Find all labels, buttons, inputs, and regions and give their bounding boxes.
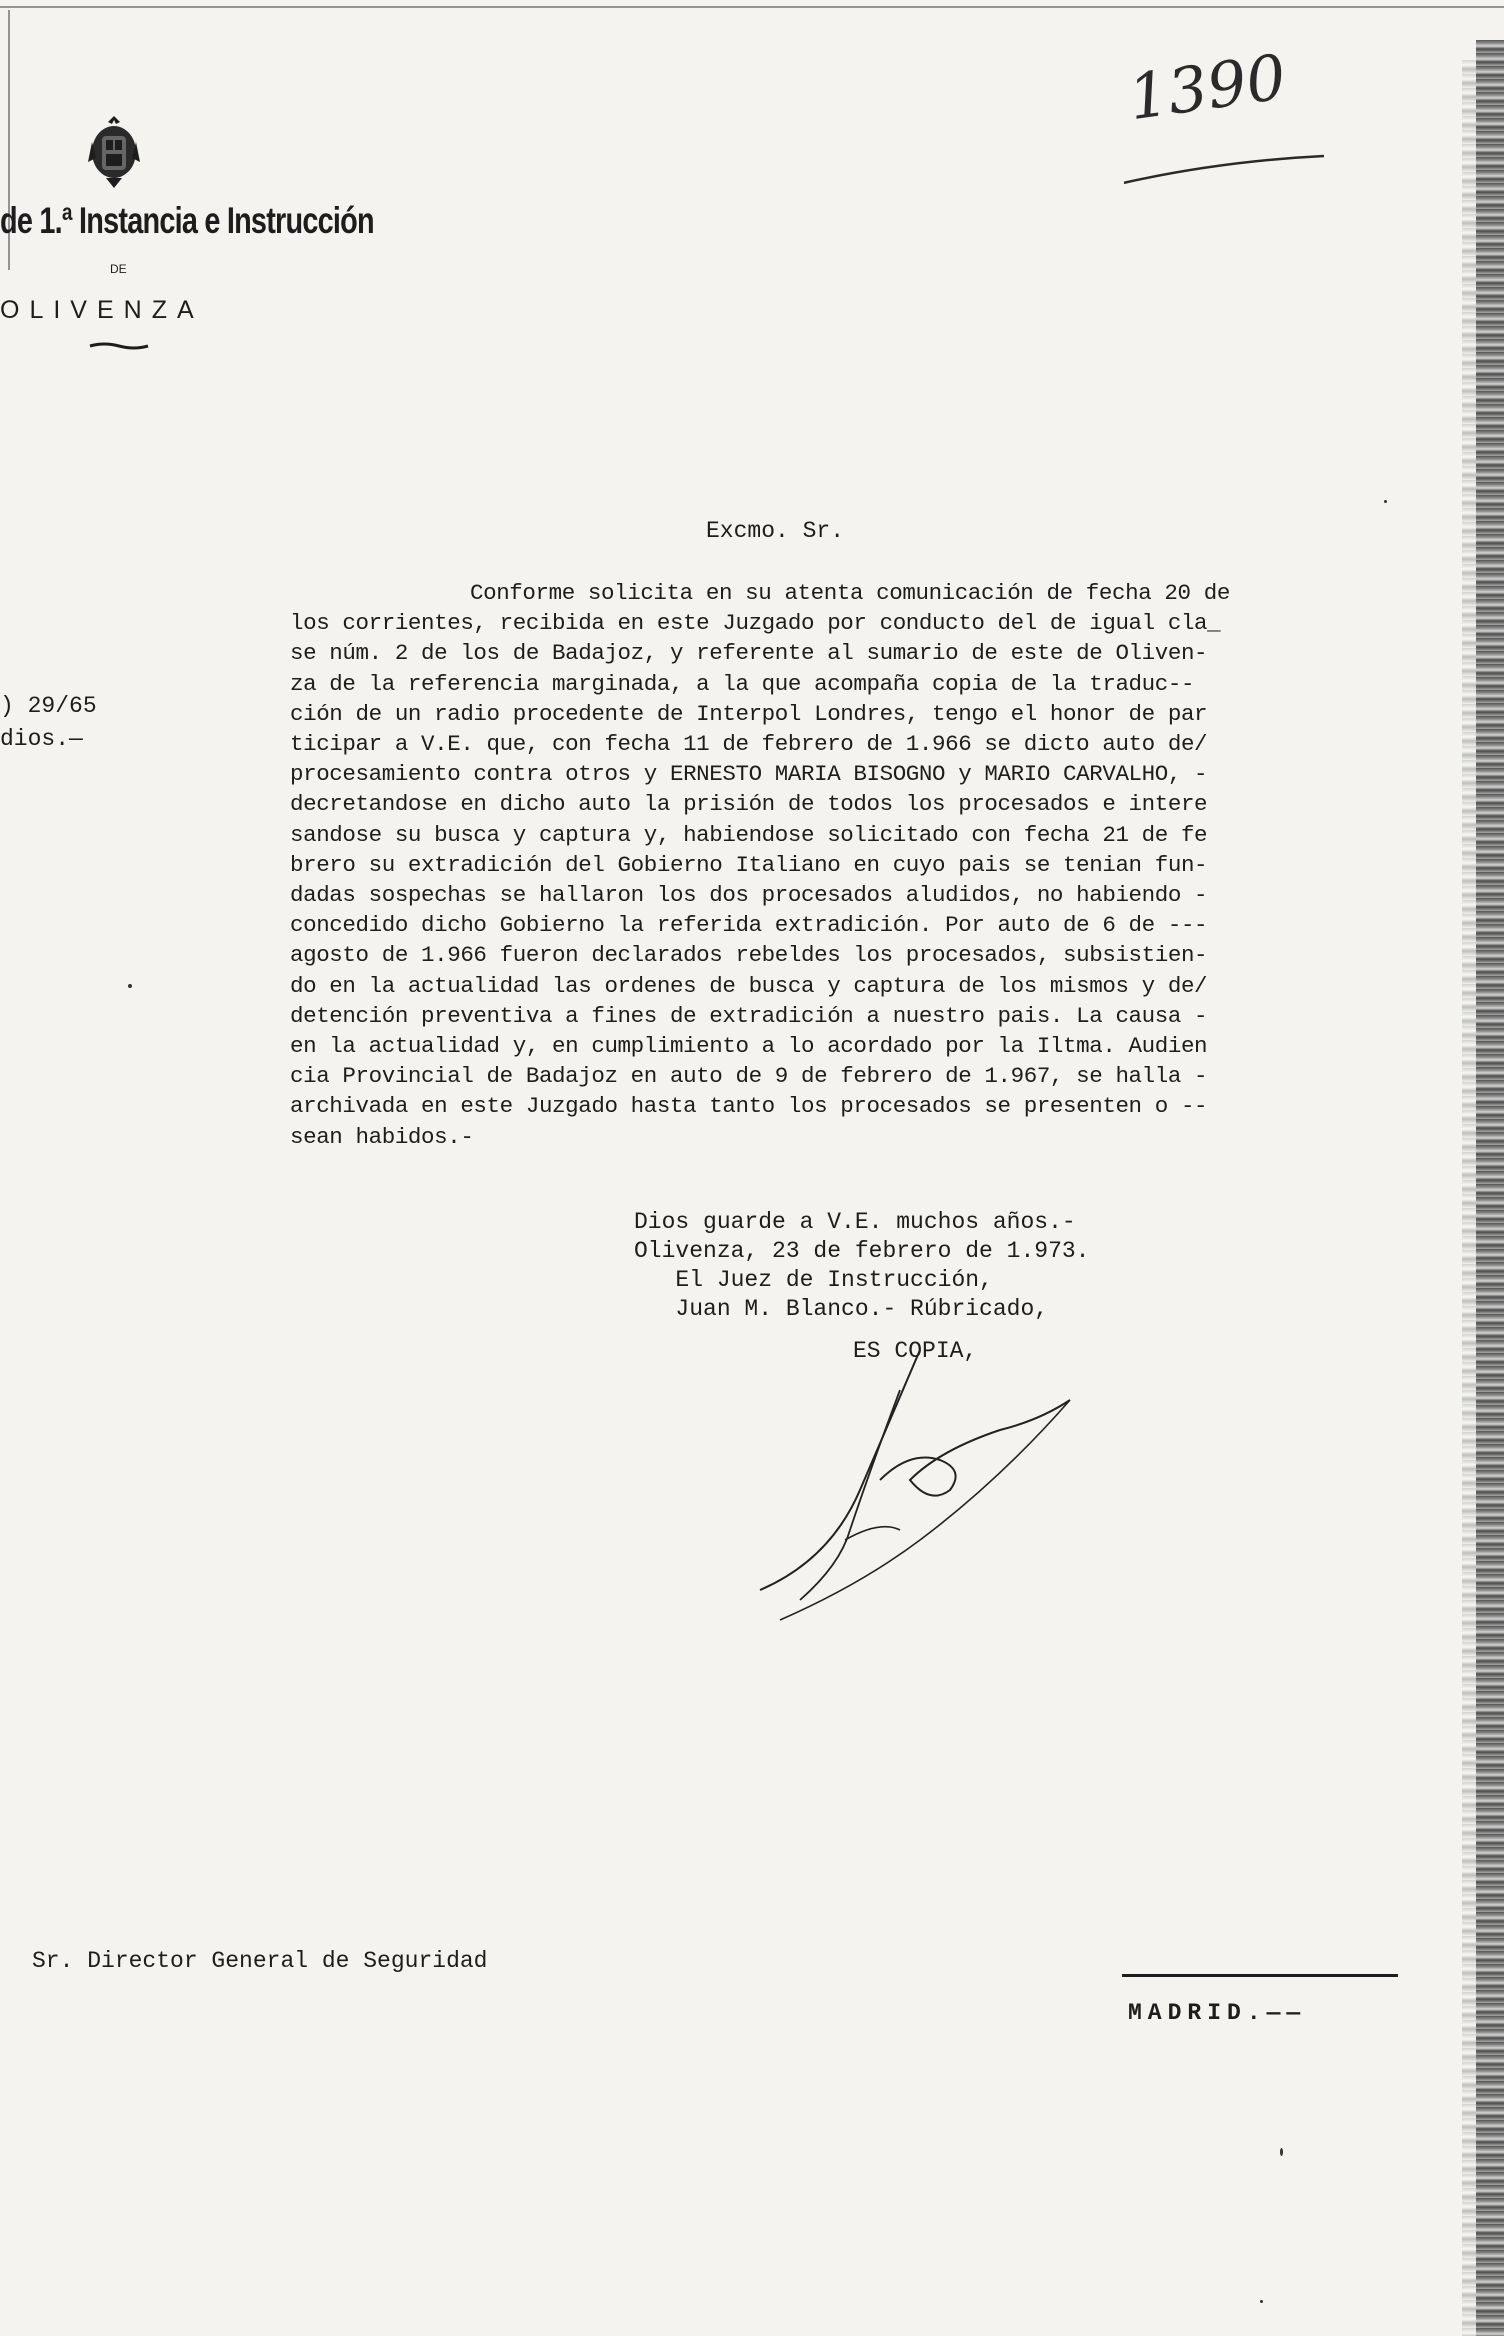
closing-line: Dios guarde a V.E. muchos años.- bbox=[634, 1209, 1076, 1235]
body-line: do en la actualidad las ordenes de busca y captura de los mismos y de/ bbox=[290, 972, 1208, 999]
handwritten-signature bbox=[740, 1330, 1080, 1630]
folio-number: 1390 bbox=[1124, 40, 1291, 135]
coat-of-arms-icon bbox=[86, 112, 142, 192]
scan-edge-shadow bbox=[1462, 60, 1476, 2336]
folio-underline bbox=[1124, 66, 1324, 196]
scan-speck bbox=[128, 984, 132, 988]
body-line: decretandose en dicho auto la prisión de todos los procesados e intere bbox=[290, 791, 1208, 818]
body-line: concedido dicho Gobierno la referida extradición. Por auto de 6 de --- bbox=[290, 912, 1208, 939]
body-line: ticipar a V.E. que, con fecha 11 de febrero de 1.966 se dicto auto de/ bbox=[290, 731, 1208, 758]
scan-speck bbox=[1280, 2148, 1283, 2156]
body-line: ción de un radio procedente de Interpol Londres, tengo el honor de par bbox=[290, 700, 1208, 727]
top-border-line bbox=[0, 6, 1504, 8]
es-copia-label: ES COPIA, bbox=[853, 1338, 978, 1364]
court-de-label: DE bbox=[110, 262, 127, 276]
closing-line: El Juez de Instrucción, bbox=[634, 1267, 993, 1293]
body-line: archivada en este Juzgado hasta tanto los procesados se presenten o -- bbox=[290, 1093, 1208, 1120]
body-line: za de la referencia marginada, a la que acompaña copia de la traduc-- bbox=[290, 670, 1195, 697]
body-line: sandose su busca y captura y, habiendose solicitado con fecha 21 de fe bbox=[290, 821, 1208, 848]
body-line: en la actualidad y, en cumplimiento a lo acordado por la Iltma. Audien bbox=[290, 1033, 1208, 1060]
destination-city: MADRID.—— bbox=[1128, 2000, 1307, 2026]
closing-line: Olivenza, 23 de febrero de 1.973. bbox=[634, 1238, 1090, 1264]
court-city: OLIVENZA bbox=[0, 296, 204, 324]
body-line: se núm. 2 de los de Badajoz, y referente al sumario de este de Oliven- bbox=[290, 640, 1208, 667]
margin-reference-line-1: ) 29/65 bbox=[0, 693, 97, 719]
court-name: de 1.ª Instancia e Instrucción bbox=[0, 200, 374, 241]
closing-block bbox=[634, 1208, 1089, 1324]
addressee: Sr. Director General de Seguridad bbox=[32, 1948, 488, 1974]
body-line: procesamiento contra otros y ERNESTO MARIA BISOGNO y MARIO CARVALHO, - bbox=[290, 761, 1208, 788]
body-line: sean habidos.- bbox=[290, 1123, 474, 1150]
body-line: agosto de 1.966 fueron declarados rebeldes los procesados, subsistien- bbox=[290, 942, 1208, 969]
body-line: Conforme solicita en su atenta comunicación de fecha 20 de bbox=[470, 580, 1230, 606]
flourish-ornament bbox=[88, 340, 150, 352]
margin-reference bbox=[0, 690, 97, 756]
letter-body bbox=[290, 578, 1390, 1152]
body-line: detención preventiva a fines de extradición a nuestro pais. La causa - bbox=[290, 1002, 1208, 1029]
body-line: los corrientes, recibida en este Juzgado por conducto del de igual cla_ bbox=[290, 610, 1221, 637]
scan-speck bbox=[1260, 2300, 1263, 2303]
closing-line: Juan M. Blanco.- Rúbricado, bbox=[634, 1296, 1049, 1322]
salutation: Excmo. Sr. bbox=[706, 518, 845, 544]
body-line: dadas sospechas se hallaron los dos procesados aludidos, no habiendo - bbox=[290, 882, 1208, 909]
body-line: brero su extradición del Gobierno Italiano en cuyo pais se tenian fun- bbox=[290, 851, 1208, 878]
scan-edge-dark bbox=[1476, 40, 1504, 2336]
scan-speck bbox=[1384, 500, 1387, 503]
body-line: cia Provincial de Badajoz en auto de 9 de febrero de 1.967, se halla - bbox=[290, 1063, 1208, 1090]
margin-reference-line-2: dios.— bbox=[0, 726, 83, 752]
destination-rule bbox=[1122, 1974, 1398, 1977]
